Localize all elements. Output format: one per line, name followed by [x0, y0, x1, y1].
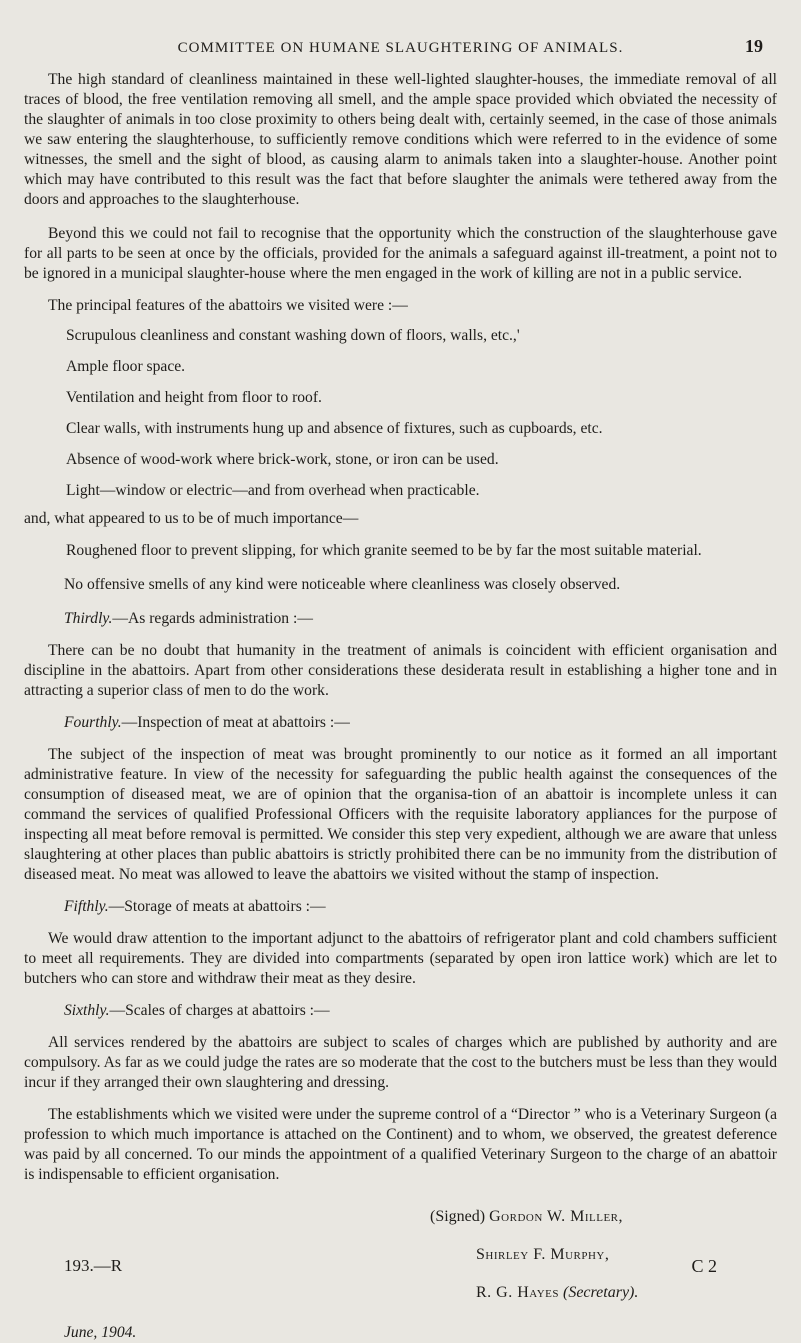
paragraph-cleanliness: The high standard of cleanliness maintained in these well-lighted slaughter-houses, the immediate removal of all traces of blood, the free ventilation removing all smell, and the ample space provided which obviated the necessity of the slaughter of animals in too close proximity to others being dealt with, certainly seemed, in the case of those animals we saw entering the slaughterhouse, to sufficiently remove conditions which were referred to in the evidence of some witnesses, the smell and the sight of blood, as causing alarm to animals taken into a slaughter-house. Another point which may have contributed to this result was the fact that before slaughter the animals were tethered away from the doors and approaches to the slaughterhouse. [24, 71, 777, 208]
list-item: Light—window or electric—and from overhead when practicable. [66, 482, 480, 499]
section-lead: Fourthly. [64, 714, 122, 731]
running-title: COMMITTEE ON HUMANE SLAUGHTERING OF ANIMALS. [177, 40, 624, 56]
running-header [24, 38, 777, 62]
section-title: —Storage of meats at abattoirs :— [108, 898, 326, 915]
features-list [24, 326, 777, 501]
signature-line-3 [476, 1283, 638, 1303]
section-title: —Scales of charges at abattoirs :— [109, 1002, 330, 1019]
list-item: Clear walls, with instruments hung up and absence of fixtures, such as cupboards, etc. [66, 420, 603, 437]
section-title: —As regards administration :— [112, 610, 313, 627]
signatory-name: Shirley F. Murphy, [476, 1246, 610, 1263]
signatory-name: R. G. Hayes [476, 1284, 559, 1301]
section-lead: Thirdly. [64, 610, 113, 627]
paragraph-closing: The establishments which we visited were under the supreme control of a “Director ” who is a Veterinary Surgeon (a profession to which much importance is attached on the Continent) and to whom, we observed, the greatest deference was paid by all concerned. To our minds the appointment of a qualified Veterinary Surgeon to the charge of an abattoir is indispensable to efficient organisation. [24, 1106, 777, 1183]
page-number: 19 [745, 36, 763, 56]
section-body-administration: There can be no doubt that humanity in the treatment of animals is coincident with efficient organisation and discipline in the abattoirs. Apart from other considerations these desiderata result in establishing a higher tone and in attracting a superior class of men to do the work. [24, 642, 777, 699]
section-lead: Sixthly. [64, 1002, 110, 1019]
section-heading-fifthly [24, 897, 777, 917]
section-heading-fourthly [24, 713, 777, 733]
paragraph-safeguard: Beyond this we could not fail to recognise that the opportunity which the construction of the slaughterhouse gave for all parts to be seen at once by the officials, provided for the animals a safeguard against ill-treatment, a point not to be ignored in a municipal slaughter-house where the men engaged in the work of killing are not in a public service. [24, 225, 777, 282]
section-title: —Inspection of meat at abattoirs :— [121, 714, 350, 731]
page-footer [64, 1256, 765, 1286]
date-line: June, 1904. [64, 1324, 137, 1341]
section-body-inspection: The subject of the inspection of meat was brought prominently to our notice as it formed an all important administrative feature. In view of the necessity for safeguarding the public health against the consequences of the consumption of diseased meat, we are of opinion that the organisa-tion of an abattoir is incomplete unless it can command the services of qualified Professional Officers with the requisite laboratory appliances for the purpose of inspecting all meat before removal is permitted. We consider this step very expedient, although we are aware that unless slaughtering at other places than public abattoirs is strictly prohibited there can be no immunity from the distribution of diseased meat. No meat was allowed to leave the abattoirs we visited without the stamp of inspection. [24, 746, 777, 883]
list-item: Absence of wood-work where brick-work, stone, or iron can be used. [66, 451, 499, 468]
signature-line-1 [430, 1207, 623, 1227]
paragraph-no-offensive-smells: No offensive smells of any kind were noticeable where cleanliness was closely observed. [64, 576, 621, 593]
footer-print-code: 193.—R [64, 1256, 123, 1275]
features-continuation: and, what appeared to us to be of much importance— [24, 510, 359, 527]
footer-signature-mark: C 2 [691, 1256, 717, 1276]
section-body-storage: We would draw attention to the important adjunct to the abattoirs of refrigerator plant and cold chambers sufficient to meet all requirements. They are divided into compartments (separated by open iron lattice work) which are let to butchers who can store and withdraw their meat as they desire. [24, 930, 777, 987]
list-item: Ventilation and height from floor to roof. [66, 389, 322, 406]
section-lead: Fifthly. [64, 898, 109, 915]
paragraph-features-intro: The principal features of the abattoirs we visited were :— [48, 297, 408, 314]
section-heading-sixthly [24, 1001, 777, 1021]
section-heading-thirdly [24, 609, 777, 629]
list-item: Scrupulous cleanliness and constant washing down of floors, walls, etc.,' [66, 327, 520, 344]
list-item: Ample floor space. [66, 358, 186, 375]
secretary-label: (Secretary). [563, 1284, 639, 1301]
section-body-charges: All services rendered by the abattoirs are subject to scales of charges which are published by authority and are compulsory. As far as we could judge the rates are so moderate that the cost to the butchers must be less than they would incur if they arranged their own slaughtering and dressing. [24, 1034, 777, 1091]
feature-roughened-floor: Roughened floor to prevent slipping, for which granite seemed to be by far the most suitable material. [66, 542, 702, 559]
signatory-name: Gordon W. Miller, [489, 1208, 624, 1225]
signed-prefix: (Signed) [430, 1208, 486, 1225]
